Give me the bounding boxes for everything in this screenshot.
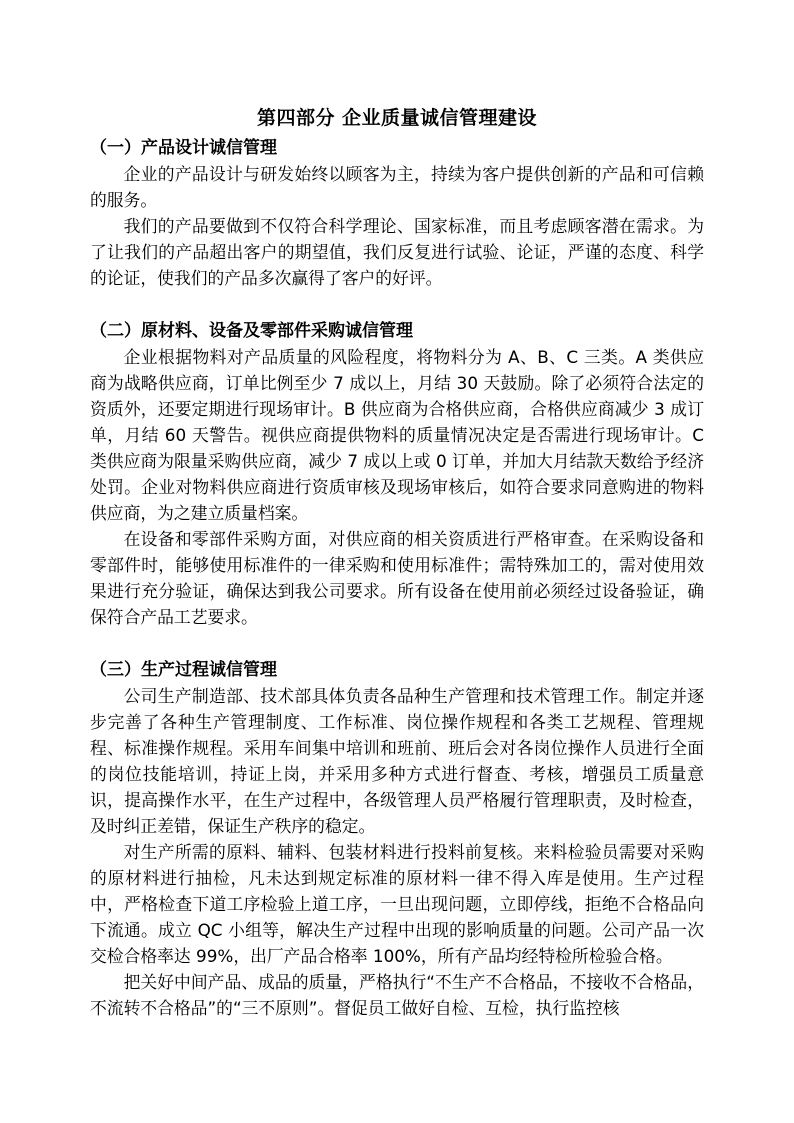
section-heading-production-process: （三）生产过程诚信管理 [90, 660, 277, 680]
paragraph-procurement-1: 企业根据物料对产品质量的风险程度，将物料分为 A、B、C 三类。A 类供应商为战略供应商，订单比例至少 7 成以上，月结 30 天鼓励。除了必须符合法定的资质外，还要定期进行现场审计。B 供应商为合格供应商，合格供应商减少 3 成订单，月结 60 天警告。视供应商提供物料的质量情况决定是否需进行现场审计。C 类供应商为限量采购供应商，减少 7 成以上或 0 订单，并加大月结款天数给予经济处罚。企业对物料供应商进行资质审核及现场审核后，如符合要求同意购进的物料供应商，为之建立质量档案。 [90, 347, 704, 523]
paragraph-product-design-2: 我们的产品要做到不仅符合科学理论、国家标准，而且考虑顾客潜在需求。为了让我们的产品超出客户的期望值，我们反复进行试验、论证，严谨的态度、科学的论证，使我们的产品多次赢得了客户的好评。 [90, 216, 704, 288]
paragraph-production-2: 对生产所需的原料、辅料、包装材料进行投料前复核。来料检验员需要对采购的原材料进行抽检，凡未达到规定标准的原材料一律不得入库是使用。生产过程中，严格检查下道工序检验上道工序，一旦出现问题，立即停线，拒绝不合格品向下流通。成立 QC 小组等，解决生产过程中出现的影响质量的问题。公司产品一次交检合格率达 99%，出厂产品合格率 100%，所有产品均经特检所检验合格。 [90, 842, 704, 966]
section-heading-product-design: （一）产品设计诚信管理 [90, 138, 277, 158]
paragraph-production-3: 把关好中间产品、成品的质量，严格执行“不生产不合格品，不接收不合格品，不流转不合格品”的“三不原则”。督促员工做好自检、互检，执行监控核 [90, 972, 704, 1018]
paragraph-product-design-1: 企业的产品设计与研发始终以顾客为主，持续为客户提供创新的产品和可信赖的服务。 [90, 164, 704, 210]
document-title: 第四部分 企业质量诚信管理建设 [256, 107, 538, 129]
paragraph-production-1: 公司生产制造部、技术部具体负责各品种生产管理和技术管理工作。制定并逐步完善了各种生产管理制度、工作标准、岗位操作规程和各类工艺规程、管理规程、标准操作规程。采用车间集中培训和班前、班后会对各岗位操作人员进行全面的岗位技能培训，持证上岗，并采用多种方式进行督查、考核，增强员工质量意识，提高操作水平，在生产过程中，各级管理人员严格履行管理职责，及时检查，及时纠正差错，保证生产秩序的稳定。 [90, 686, 704, 836]
section-procurement-integrity [90, 318, 704, 630]
section-production-process-integrity [90, 657, 704, 1021]
paragraph-procurement-2: 在设备和零部件采购方面，对供应商的相关资质进行严格审查。在采购设备和零部件时，能够使用标准件的一律采购和使用标准件；需特殊加工的，需对使用效果进行充分验证，确保达到我公司要求。所有设备在使用前必须经过设备验证，确保符合产品工艺要求。 [90, 529, 704, 627]
section-product-design-integrity [90, 135, 704, 291]
section-heading-procurement: （二）原材料、设备及零部件采购诚信管理 [90, 321, 413, 341]
